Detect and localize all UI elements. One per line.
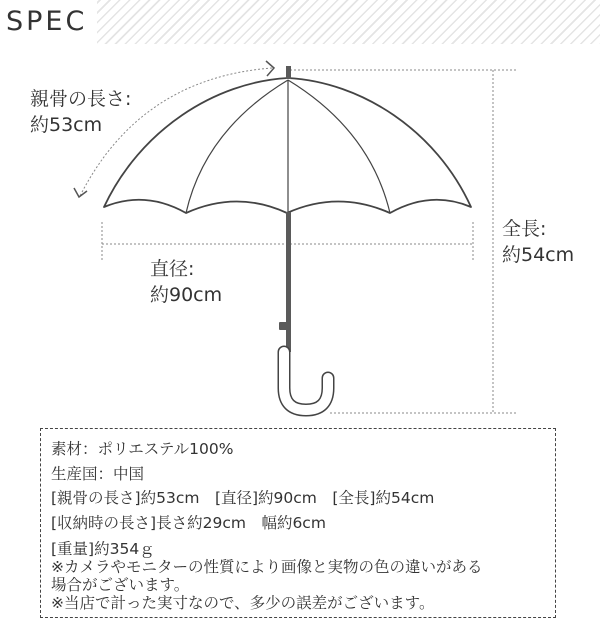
total-length-label xyxy=(502,216,574,268)
diameter-label-text: 直径: xyxy=(150,258,195,280)
diameter-value: 約90cm xyxy=(150,284,223,306)
spec-dimensions: [親骨の長さ]約53cm [直径]約90cm [全長]約54cm xyxy=(51,489,435,507)
total-length-value: 約54cm xyxy=(502,244,575,266)
total-length-label-text: 全長: xyxy=(502,218,547,240)
spec-note-color: ※カメラやモニターの性質により画像と実物の色の違いがある xyxy=(51,558,483,576)
spec-weight: [重量]約354ｇ xyxy=(51,540,155,558)
rib-length-label xyxy=(30,86,131,138)
rib-length-value: 約53cm xyxy=(30,114,103,136)
section-title: SPEC xyxy=(0,0,97,44)
umbrella-icon xyxy=(104,66,471,410)
spec-folded-size: [収納時の長さ]長さ約29cm 幅約6cm xyxy=(51,514,326,532)
spec-note-color-cont: 場合がございます。 xyxy=(51,576,190,594)
spec-box xyxy=(40,428,556,618)
spec-material: 素材：ポリエステル100% xyxy=(51,440,234,458)
spec-country: 生産国：中国 xyxy=(51,465,145,483)
rib-length-label-text: 親骨の長さ: xyxy=(30,88,132,110)
diameter-label xyxy=(150,256,222,308)
spec-note-measure: ※当店で計った実寸なので、多少の誤差がございます。 xyxy=(51,594,435,612)
